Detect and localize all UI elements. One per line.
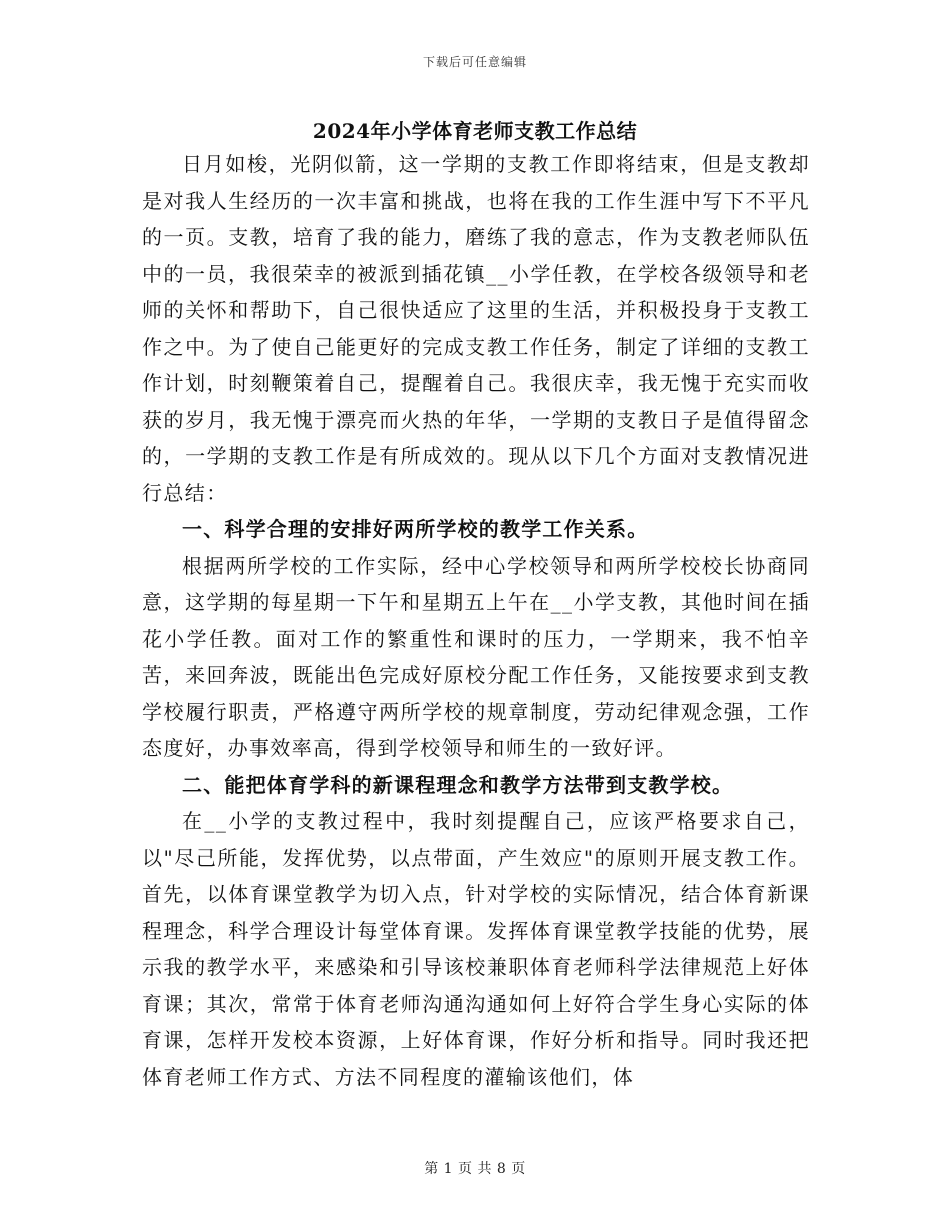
intro-paragraph: 日月如梭，光阴似箭，这一学期的支教工作即将结束，但是支教却是对我人生经历的一次丰富和挑战，也将在我的工作生涯中写下不平凡的一页。支教，培育了我的能力，磨练了我的意志，作为支教老师队伍中的一员，我很荣幸的被派到插花镇__小学任教，在学校各级领导和老师的关怀和帮助下，自己很快适应了这里的生活，并积极投身于支教工作之中。为了使自己能更好的完成支教工作任务，制定了详细的支教工作计划，时刻鞭策着自己，提醒着自己。我很庆幸，我无愧于充实而收获的岁月，我无愧于漂亮而火热的年华，一学期的支教日子是值得留念的，一学期的支教工作是有所成效的。现从以下几个方面对支教情况进行总结： xyxy=(142,152,810,505)
section-heading-2: 二、能把体育学科的新课程理念和教学方法带到支教学校。 xyxy=(182,772,734,797)
page-number-footer: 第 1 页 共 8 页 xyxy=(424,1161,526,1177)
section-body-2: 在__小学的支教过程中，我时刻提醒自己，应该严格要求自己，以"尽己所能，发挥优势，以点带面，产生效应"的原则开展支教工作。首先，以体育课堂教学为切入点，针对学校的实际情况，结合体育新课程理念，科学合理设计每堂体育课。发挥体育课堂教学技能的优势，展示我的教学水平，来感染和引导该校兼职体育老师科学法律规范上好体育课；其次，常常于体育老师沟通沟通如何上好符合学生身心实际的体育课，怎样开发校本资源，上好体育课，作好分析和指导。同时我还把体育老师工作方式、方法不同程度的灌输该他们，体 xyxy=(142,809,810,1089)
section-heading-1: 一、科学合理的安排好两所学校的教学工作关系。 xyxy=(182,517,649,541)
section-body-1: 根据两所学校的工作实际，经中心学校领导和两所学校校长协商同意，这学期的每星期一下午和星期五上午在__小学支教，其他时间在插花小学任教。面对工作的繁重性和课时的压力，一学期来，我不怕辛苦，来回奔波，既能出色完成好原校分配工作任务，又能按要求到支教学校履行职责，严格遵守两所学校的规章制度，劳动纪律观念强，工作态度好，办事效率高，得到学校领导和师生的一致好评。 xyxy=(142,553,810,760)
document-body xyxy=(142,146,810,1095)
document-title: 2024年小学体育老师支教工作总结 xyxy=(312,119,638,143)
header-note: 下载后可任意编辑 xyxy=(422,55,527,69)
